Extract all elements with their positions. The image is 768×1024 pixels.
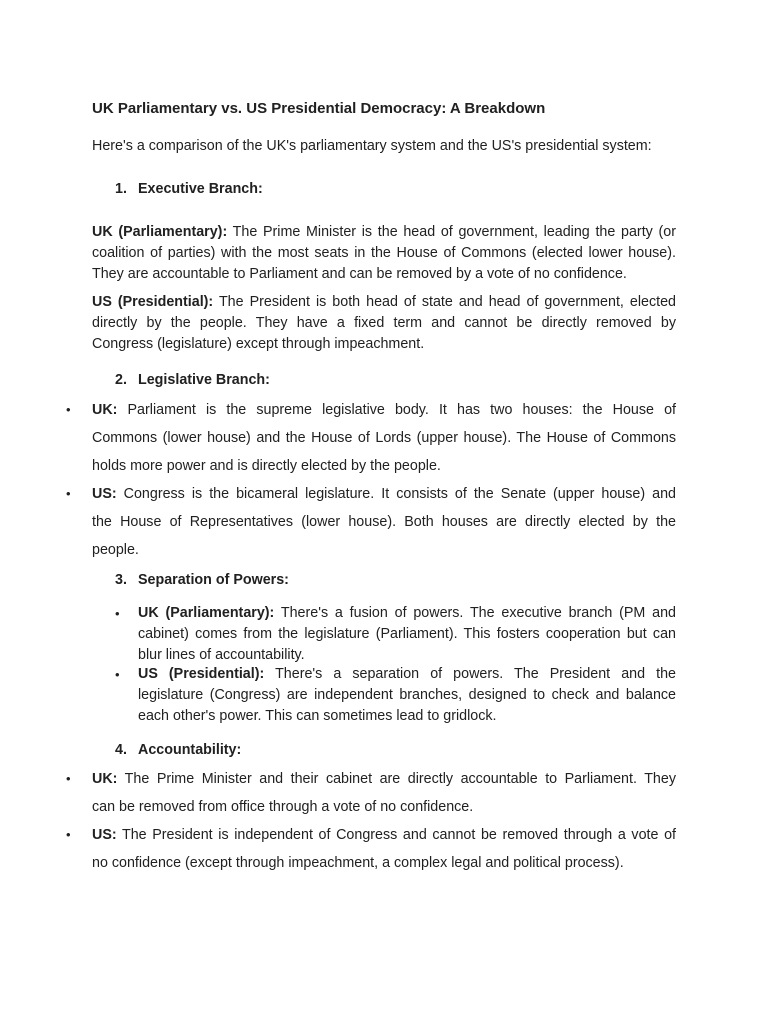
text-line: holds more power and is directly elected by the people. (92, 458, 441, 474)
text-line: Congress (legislature) except through impeachment. (92, 336, 425, 352)
text-line: legislature (Congress) are independent branches, designed to check and balance (138, 687, 676, 703)
heading-text: Accountability: (138, 742, 242, 758)
bullet-item-uk-legislative (92, 396, 676, 480)
paragraph-us-executive (92, 292, 676, 355)
text-line: UK (Parliamentary): There's a fusion of powers. The executive branch (PM and (138, 605, 676, 621)
text-line: blur lines of accountability. (138, 647, 305, 663)
heading-separation-of-powers (115, 570, 289, 591)
bold-lead: US: (92, 827, 117, 843)
sub-bullet-uk-separation (138, 603, 676, 666)
text-line: coalition of parties) with the most seats in the House of Commons (elected lower house). (92, 245, 676, 261)
text-line: UK: The Prime Minister and their cabinet are directly accountable to Parliament. They (92, 771, 676, 787)
text-line: each other's power. This can sometimes lead to gridlock. (138, 708, 497, 724)
heading-number: 1. (115, 181, 127, 197)
text-line: can be removed from office through a vote of no confidence. (92, 799, 474, 815)
bullet-icon: • (66, 827, 71, 842)
bullet-item-us-legislative (92, 480, 676, 564)
bullet-icon: • (115, 606, 120, 621)
bold-lead: UK: (92, 771, 118, 787)
text-line: cabinet) comes from the legislature (Parliament). This fosters cooperation but can (138, 626, 676, 642)
bold-lead: UK: (92, 402, 118, 418)
text-line: US (Presidential): There's a separation of powers. The President and the (138, 666, 677, 682)
heading-accountability (115, 740, 241, 761)
text-line: UK: Parliament is the supreme legislative body. It has two houses: the House of (92, 402, 676, 418)
bold-lead: US (Presidential): (92, 294, 214, 310)
text-line: UK (Parliamentary): The Prime Minister is the head of government, leading the party (or (92, 224, 676, 240)
bullet-icon: • (66, 486, 71, 501)
bullet-icon: • (115, 667, 120, 682)
paragraph-uk-executive (92, 222, 676, 285)
heading-number: 4. (115, 742, 127, 758)
heading-legislative-branch (115, 370, 270, 391)
bold-lead: US (Presidential): (138, 666, 265, 682)
text-line: They are accountable to Parliament and can be removed by a vote of no confidence. (92, 266, 627, 282)
heading-number: 2. (115, 372, 127, 388)
text-line: US: Congress is the bicameral legislature. It consists of the Senate (upper house) and (92, 486, 676, 502)
bold-lead: UK (Parliamentary): (138, 605, 275, 621)
heading-text: Executive Branch: (138, 181, 263, 197)
bullet-icon: • (66, 771, 71, 786)
bold-lead: US: (92, 486, 117, 502)
text-line: Commons (lower house) and the House of Lords (upper house). The House of Commons (92, 430, 676, 446)
text-line: directly by the people. They have a fixed term and cannot be directly removed by (92, 315, 676, 331)
intro-paragraph: Here's a comparison of the UK's parliamentary system and the US's presidential system: (92, 138, 652, 154)
text-line: US (Presidential): The President is both head of state and head of government, elected (92, 294, 676, 310)
text-line: the House of Representatives (lower house). Both houses are directly elected by the (92, 514, 676, 530)
text-line: US: The President is independent of Congress and cannot be removed through a vote of (92, 827, 676, 843)
heading-number: 3. (115, 572, 127, 588)
document-title: UK Parliamentary vs. US Presidential Democracy: A Breakdown (92, 100, 546, 117)
sub-bullet-us-separation (138, 664, 676, 727)
text-line: people. (92, 542, 139, 558)
bullet-item-us-accountability (92, 821, 676, 877)
text-line: no confidence (except through impeachment, a complex legal and political process). (92, 855, 624, 871)
heading-executive-branch (115, 179, 263, 200)
heading-text: Separation of Powers: (138, 572, 289, 588)
bullet-icon: • (66, 402, 71, 417)
bullet-item-uk-accountability (92, 765, 676, 821)
heading-text: Legislative Branch: (138, 372, 270, 388)
bold-lead: UK (Parliamentary): (92, 224, 228, 240)
